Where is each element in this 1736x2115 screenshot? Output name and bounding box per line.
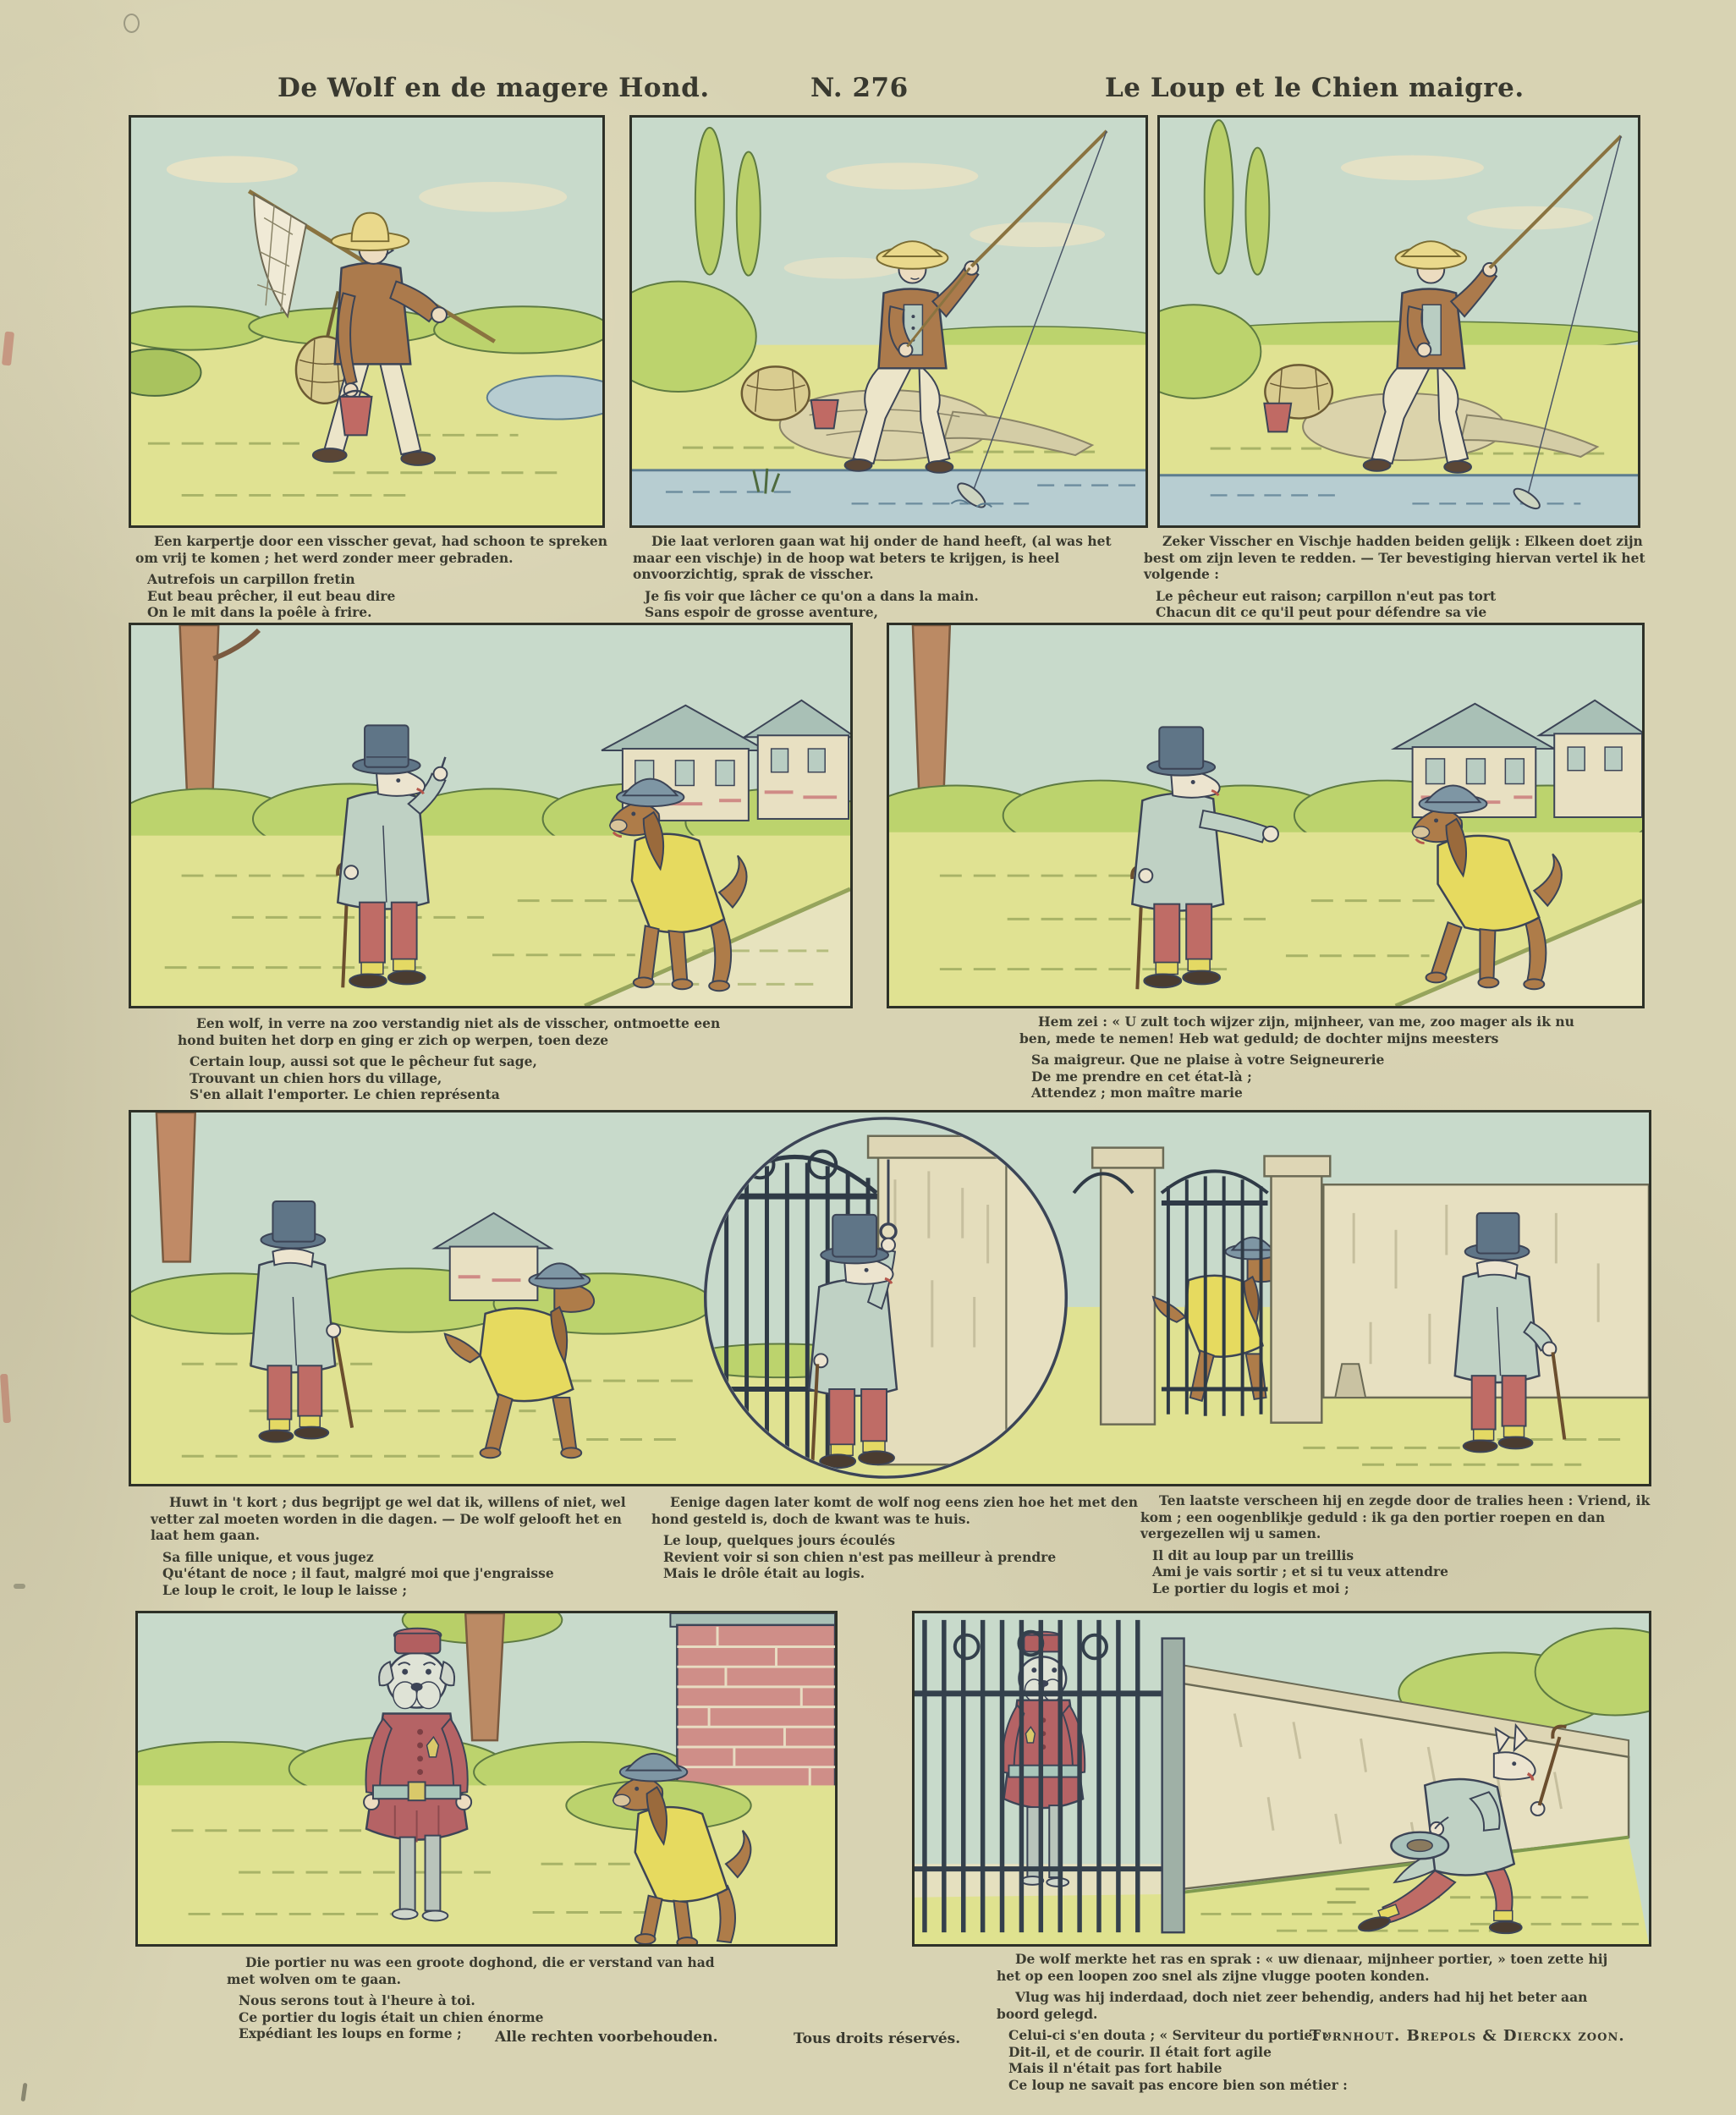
wolf-meets-dog-illustration [131,625,850,1006]
fisherman-walking-illustration [131,118,602,525]
panel-porter-and-dog [135,1611,838,1947]
title-french: Le Loup et le Chien maigre. [1105,73,1524,103]
caption-9-french-line: Ce portier du logis était un chien énorme [239,2008,544,2025]
paper-smudge [0,1374,11,1423]
caption-4 [178,1015,723,1103]
fisherman-catching-illustration [632,118,1145,525]
rights-dutch: Alle rechten voorbehouden. [495,2029,718,2046]
caption-4-dutch: Een wolf, in verre na zoo verstandig niet als de visscher, ontmoette een hond buiten het dorp en ging er zich op werpen, toen deze [178,1015,721,1048]
panel-dog-pleads [887,623,1645,1008]
plate-number: N. 276 [810,73,909,103]
paper-smudge [20,2083,27,2101]
caption-10-french-line: Ce loup ne savait pas encore bien son métier : [1008,2076,1348,2093]
caption-3-dutch: Zeker Visscher en Vischje hadden beiden gelijk : Elkeen doet zijn best om zijn leven te redden. — Ter bevestiging hiervan vertel ik het volgende : [1144,533,1645,583]
caption-1-dutch: Een karpertje door een visscher gevat, had schoon te spreken om vrij te komen ; het werd zonder meer gebraden. [135,533,608,566]
caption-8-french-line: Le portier du logis et moi ; [1152,1579,1349,1596]
caption-7 [651,1494,1159,1582]
caption-9-dutch: Die portier nu was een groote doghond, die er verstand van had met wolven om te gaan. [227,1954,715,1987]
caption-10-dutch-2: Vlug was hij inderdaad, doch niet zeer behendig, anders had hij het beter aan boord gelegd. [997,1989,1588,2022]
caption-1-french-line: On le mit dans la poêle à frire. [147,604,372,621]
panel-fisherman-walking [129,115,605,528]
caption-6-french-line: Qu'étant de noce ; il faut, malgré moi que j'engraisse [162,1565,554,1582]
caption-8 [1140,1492,1669,1596]
caption-7-dutch: Eenige dagen later komt de wolf nog eens zien hoe het met den hond gesteld is, doch de kwant was te huis. [651,1494,1138,1527]
caption-2-french-line: Je fis voir que lâcher ce qu'on a dans la main. [645,587,979,604]
porter-and-dog-illustration [138,1613,835,1944]
caption-6-french-line: Sa fille unique, et vous jugez [162,1548,374,1565]
wolf-at-gate-illustration [131,1112,1649,1484]
caption-9-french-line: Nous serons tout à l'heure à toi. [239,1992,475,2009]
caption-5-dutch: Hem zei : « U zult toch wijzer zijn, mijnheer, van me, zoo mager als ik nu ben, mede te nemen! Heb wat geduld; de dochter mijns meesters [1019,1014,1574,1047]
caption-2-dutch: Die laat verloren gaan wat hij onder de hand heeft, (al was het maar een vischje) in de hoop wat beters te krijgen, is heel onvoorzichtig, sprak de visscher. [633,533,1112,583]
fisherman-moral-illustration [1160,118,1638,525]
caption-8-french-line: Ami je vais sortir ; et si tu veux attendre [1152,1563,1448,1580]
handwritten-circle-mark [124,14,140,33]
panel-wolf-meets-dog [129,623,853,1008]
caption-7-french-line: Mais le drôle était au logis. [663,1565,865,1582]
caption-1-french-line: Eut beau prêcher, il eut beau dire [147,587,396,604]
caption-5-french-line: Attendez ; mon maître marie [1031,1085,1243,1101]
caption-8-french-line: Il dit au loup par un treillis [1152,1546,1354,1563]
dog-pleads-illustration [889,625,1642,1006]
caption-7-french-line: Revient voir si son chien n'est pas meilleur à prendre [663,1548,1057,1565]
wolf-flees-illustration [915,1613,1649,1944]
caption-6-french-line: Le loup le croit, le loup le laisse ; [162,1581,408,1598]
caption-3-french-line: Le pêcheur eut raison; carpillon n'eut pas tort [1156,587,1497,604]
paper-smudge [2,332,14,366]
publisher-imprint: Turnhout. Brepols & Dierckx zoon. [1310,2027,1625,2045]
caption-5 [1019,1014,1599,1101]
panel-fisherman-catching [629,115,1148,528]
caption-10-french-line: Celui-ci s'en douta ; « Serviteur du portier » [1008,2027,1332,2044]
title-dutch: De Wolf en de magere Hond. [277,73,710,103]
caption-5-french-line: De me prendre en cet état-là ; [1031,1068,1252,1085]
caption-8-dutch: Ten laatste verscheen hij en zegde door de tralies heen : Vriend, ik kom ; een oogenblikje geduld : ik ga den portier roepen en dan vergezellen wij u samen. [1140,1492,1651,1542]
rights-french: Tous droits réservés. [794,2030,961,2047]
caption-6-dutch: Huwt in 't kort ; dus begrijpt ge wel dat ik, willens of niet, wel vetter zal moeten worden in die dagen. — De wolf gelooft het en laat hem gaan. [151,1494,626,1544]
caption-7-french-line: Le loup, quelques jours écoulés [663,1532,896,1549]
caption-6 [151,1494,654,1598]
caption-10-french-line: Mais il n'était pas fort habile [1008,2060,1222,2077]
caption-10-french-line: Dit-il, et de courir. Il était fort agile [1008,2043,1272,2060]
paper-smudge [14,1584,25,1589]
caption-5-french-line: Sa maigreur. Que ne plaise à votre Seigneurerie [1031,1052,1385,1068]
caption-10-dutch: De wolf merkte het ras en sprak : « uw dienaar, mijnheer portier, » toen zette hij het op een loopen zoo snel als zijne vlugge pooten konden. [997,1951,1608,1984]
caption-4-french-line: S'en allait l'emporter. Le chien représenta [190,1086,500,1103]
panel-wolf-at-gate-wide [129,1110,1651,1486]
caption-1 [135,533,622,621]
caption-2 [633,533,1151,637]
caption-10 [997,1951,1629,2093]
caption-9-french-line: Expédiant les loups en forme ; [239,2025,462,2042]
caption-2-french-line: Sans espoir de grosse aventure, [645,604,879,621]
caption-3-french-line: Chacun dit ce qu'il peut pour défendre sa vie [1156,604,1487,621]
panel-fisherman-moral [1157,115,1640,528]
caption-1-french-line: Autrefois un carpillon fretin [147,571,355,588]
caption-4-french-line: Trouvant un chien hors du village, [190,1069,442,1086]
panel-wolf-flees [912,1611,1651,1947]
caption-4-french-line: Certain loup, aussi sot que le pêcheur fut sage, [190,1053,537,1070]
